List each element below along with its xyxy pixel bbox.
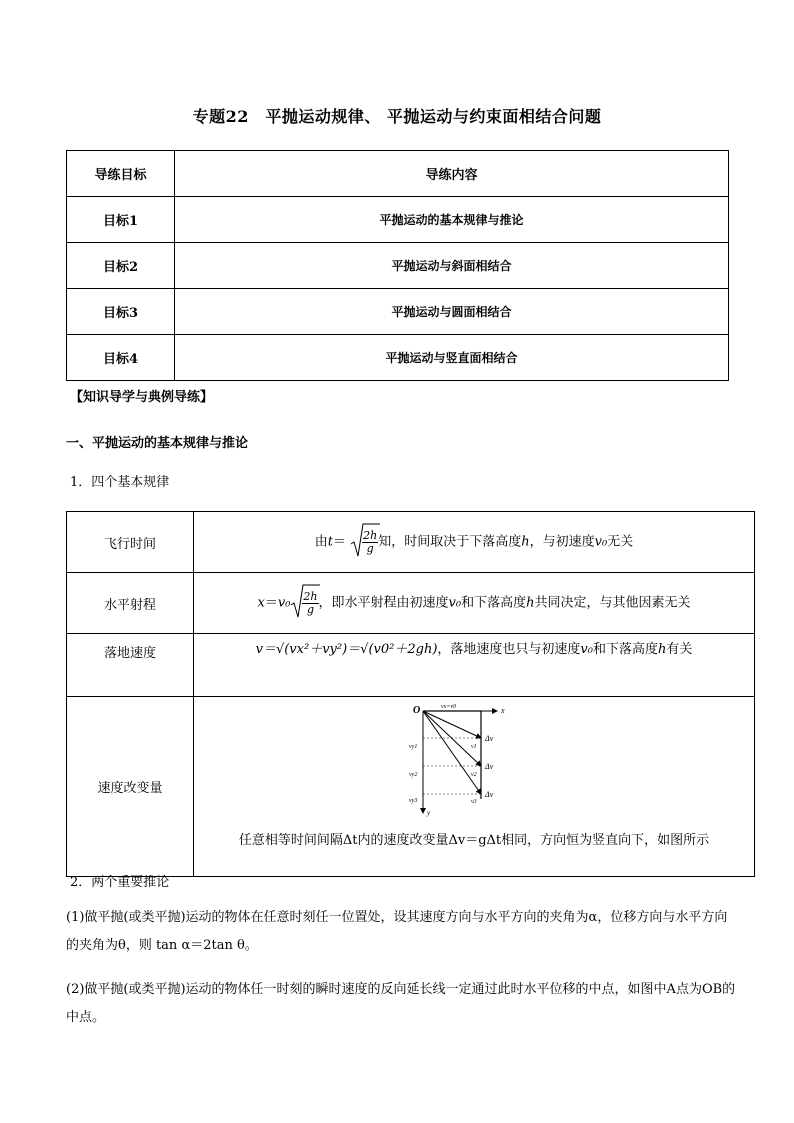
table-row [67,243,729,289]
table-row [67,335,729,381]
var-v0: v₀ [594,534,608,550]
var-t: t [327,534,333,550]
table-row [67,289,729,335]
vx-label: vx=v0 [441,704,457,710]
page-title: 专题22 平抛运动规律、 平抛运动与约束面相结合问题 [192,107,602,126]
landing-velocity-formula: v＝√(vx²＋vy²)＝√(v0²＋2gh) [255,642,438,657]
text: ，与初速度 [529,534,595,550]
var-v0: v₀ [580,642,593,657]
var-v0: v₀ [277,595,291,611]
table-row [67,512,755,573]
rule-label: 飞行时间 [67,512,194,573]
v2-label: v2 [471,772,477,778]
rule-label: 落地速度 [67,634,194,697]
goals-header-content: 导练内容 [175,151,729,197]
vy2-label: vy2 [409,772,418,778]
diagram-caption: 任意相等时间间隔Δt内的速度改变量Δv＝gΔt相同，方向恒为竖直向下，如图所示 [238,833,710,848]
v1-vector [423,711,481,738]
v3-vector [423,711,481,794]
text: 共同决定，与其他因素无关 [534,595,691,611]
v3-label: v3 [471,799,477,805]
fraction [302,591,318,616]
vy1-label: vy1 [409,744,418,750]
dv-label: Δv [485,790,494,799]
paragraph: (1)做平抛(或类平抛)运动的物体在任意时刻任一位置处，设其速度方向与水平方向的夹角为α，位移方向与水平方向的夹角为θ，则 tan α＝2tan θ。 [66,910,728,953]
var-h: h [521,534,530,550]
table-row [67,573,755,634]
var-h: h [657,642,667,657]
y-axis-label: y [427,809,431,817]
rule-content [194,573,755,634]
var-x: x [257,595,265,611]
denominator: g [366,541,374,555]
velocity-change-diagram [409,703,539,823]
vy3-label: vy3 [409,798,418,804]
rule-content [194,697,755,877]
paragraph: (2)做平抛(或类平抛)运动的物体任一时刻的瞬时速度的反向延长线一定通过此时水平位移的中点，如图中A点为OB的中点。 [66,982,736,1025]
text: ，落地速度也只与初速度 [437,642,581,657]
text: ，即水平射程由初速度 [318,595,449,611]
rules-table [66,511,755,877]
text: 无关 [607,534,634,550]
goal-content: 平抛运动与圆面相结合 [175,289,729,335]
goal-label: 目标4 [67,335,175,381]
rule-content [194,512,755,573]
goal-content: 平抛运动的基本规律与推论 [175,197,729,243]
text: ＝ [333,534,347,550]
rule-label: 水平射程 [67,573,194,634]
table-row [67,634,755,697]
origin-label: O [413,705,421,716]
goals-header-row [67,151,729,197]
rule-label: 速度改变量 [67,697,194,877]
text: 和下落高度 [592,642,658,657]
goal-content: 平抛运动与斜面相结合 [175,243,729,289]
text: 知，时间取决于下落高度 [378,534,522,550]
text: 和下落高度 [461,595,527,611]
subsection-heading: 1．四个基本规律 [70,475,170,490]
table-row [67,197,729,243]
var-v0: v₀ [448,595,462,611]
v1-label: v1 [471,744,477,750]
denominator: g [306,602,314,616]
numerator: 2h [303,589,318,603]
section-heading: 一、平抛运动的基本规律与推论 [66,436,249,451]
fraction [362,530,378,555]
goal-label: 目标2 [67,243,175,289]
goal-label: 目标1 [67,197,175,243]
dv-label: Δv [485,734,494,743]
goal-label: 目标3 [67,289,175,335]
table-row [67,697,755,877]
guide-heading: 【知识导学与典例导练】 [70,390,214,405]
text: 有关 [666,642,693,657]
var-h: h [526,595,535,611]
goal-content: 平抛运动与竖直面相结合 [175,335,729,381]
numerator: 2h [363,528,378,542]
text: 由 [314,534,328,550]
subsection-heading: 2．两个重要推论 [70,875,170,890]
v2-vector [423,711,481,766]
goals-table [66,150,729,381]
text: ＝ [264,595,278,611]
dv-label: Δv [485,762,494,771]
x-axis-label: x [501,706,505,715]
rule-content [194,634,755,697]
goals-header-goal: 导练目标 [67,151,175,197]
